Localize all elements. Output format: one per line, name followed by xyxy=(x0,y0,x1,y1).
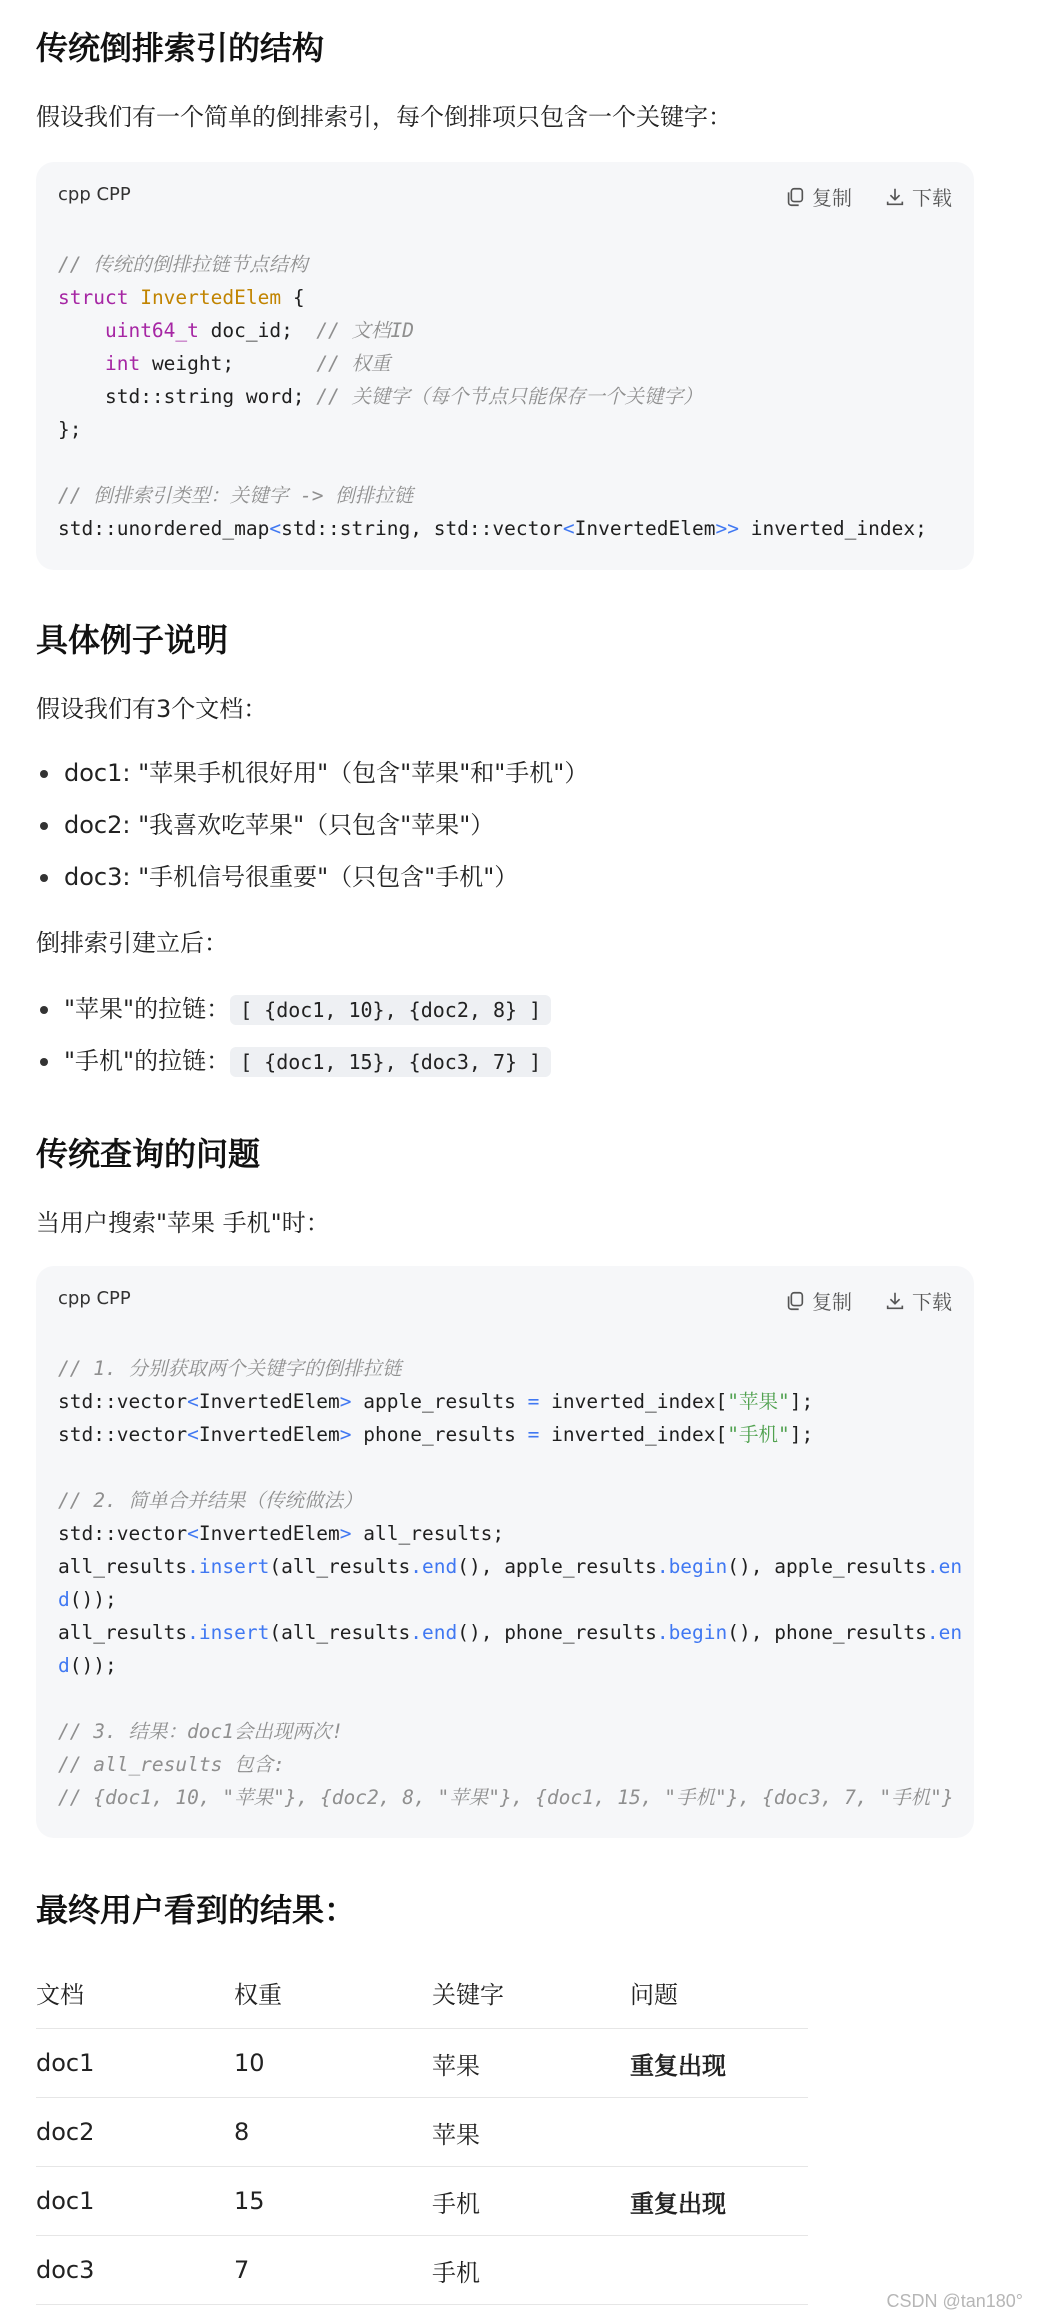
table-cell: doc3 xyxy=(36,2236,234,2305)
section-intro-structure: 假设我们有一个简单的倒排索引，每个倒排项只包含一个关键字： xyxy=(36,103,732,131)
table-cell xyxy=(630,2098,808,2167)
copy-button[interactable] xyxy=(784,1286,852,1315)
download-icon xyxy=(884,1290,906,1312)
download-button[interactable] xyxy=(884,182,952,211)
copy-button[interactable] xyxy=(784,182,852,211)
table-cell: 重复出现 xyxy=(630,2029,808,2098)
chain-list xyxy=(36,992,551,1079)
copy-label: 复制 xyxy=(812,1290,852,1314)
code-actions xyxy=(784,1286,952,1315)
table-row xyxy=(36,2029,808,2098)
code-block-structure xyxy=(36,162,974,570)
inline-code: [ {doc1, 15}, {doc3, 7} ] xyxy=(230,1047,551,1077)
section-title-structure: 传统倒排索引的结构 xyxy=(36,29,325,67)
table-cell: 8 xyxy=(234,2098,432,2167)
table-cell xyxy=(630,2236,808,2305)
table-row xyxy=(36,2167,808,2236)
table-header-cell: 关键字 xyxy=(432,1956,630,2029)
table-row xyxy=(36,2098,808,2167)
table-cell: 10 xyxy=(234,2029,432,2098)
download-label: 下载 xyxy=(912,186,952,210)
watermark: CSDN @tan180° xyxy=(886,2291,1023,2311)
section-title-problem: 传统查询的问题 xyxy=(36,1135,261,1173)
table-header-row xyxy=(36,1956,808,2029)
table-cell: 手机 xyxy=(432,2167,630,2236)
table-header-cell: 问题 xyxy=(630,1956,808,2029)
doc-list xyxy=(36,756,588,894)
section-intro-problem: 当用户搜索"苹果 手机"时： xyxy=(36,1209,330,1237)
code-block-query xyxy=(36,1266,974,1838)
copy-icon xyxy=(784,1290,806,1312)
section-title-example: 具体例子说明 xyxy=(36,621,229,659)
index-built-text: 倒排索引建立后： xyxy=(36,929,228,957)
table-cell: doc1 xyxy=(36,2167,234,2236)
table-row xyxy=(36,2236,808,2305)
list-item: "苹果"的拉链： [ {doc1, 10}, {doc2, 8} ] xyxy=(36,992,551,1027)
copy-icon xyxy=(784,186,806,208)
table-cell: 重复出现 xyxy=(630,2167,808,2236)
list-item: "手机"的拉链： [ {doc1, 15}, {doc3, 7} ] xyxy=(36,1044,551,1079)
table-cell: 15 xyxy=(234,2167,432,2236)
code-language-label: cpp CPP xyxy=(58,1288,131,1309)
section-intro-example: 假设我们有3个文档： xyxy=(36,695,268,723)
table-cell: 7 xyxy=(234,2236,432,2305)
table-cell: 苹果 xyxy=(432,2098,630,2167)
code-block-header xyxy=(58,178,952,208)
copy-label: 复制 xyxy=(812,186,852,210)
results-table xyxy=(36,1956,808,2305)
inline-code: [ {doc1, 10}, {doc2, 8} ] xyxy=(230,995,551,1025)
list-item: doc1: "苹果手机很好用"（包含"苹果"和"手机"） xyxy=(36,756,588,790)
table-cell: doc1 xyxy=(36,2029,234,2098)
section-title-results: 最终用户看到的结果： xyxy=(36,1891,357,1929)
code-content-structure: // 传统的倒排拉链节点结构 struct InvertedElem { uint64_t doc_id; // 文档ID int weight; // 权重 std::string word; // 关键字（每个节点只能保存一个关键字） }; // 倒排索引类型：关键字 -> 倒排拉链 std::unordered_map<std::string, std::vector<InvertedElem>> inverted_index; xyxy=(58,253,927,540)
code-content-query: // 1. 分别获取两个关键字的倒排拉链 std::vector<InvertedElem> apple_results = inverted_index["苹果"]; std::vector<InvertedElem> phone_results = inverted_index["手机"]; // 2. 简单合并结果（传统做法） std::vector<InvertedElem> all_results; all_results.insert(all_results.end(), apple_results.begin(), apple_results.en d()); all_results.insert(all_results.end(), phone_results.begin(), phone_results.en d()); // 3. 结果：doc1会出现两次! // all_results 包含: // {doc1, 10, "苹果"}, {doc2, 8, "苹果"}, {doc1, 15, "手机"}, {doc3, 7, "手机"} xyxy=(58,1357,963,1809)
download-button[interactable] xyxy=(884,1286,952,1315)
code-actions xyxy=(784,182,952,211)
table-header-cell: 文档 xyxy=(36,1956,234,2029)
list-item: doc2: "我喜欢吃苹果"（只包含"苹果"） xyxy=(36,808,588,842)
download-label: 下载 xyxy=(912,1290,952,1314)
download-icon xyxy=(884,186,906,208)
list-item: doc3: "手机信号很重要"（只包含"手机"） xyxy=(36,860,588,894)
code-block-header xyxy=(58,1282,952,1312)
table-header-cell: 权重 xyxy=(234,1956,432,2029)
table-cell: 苹果 xyxy=(432,2029,630,2098)
table-cell: 手机 xyxy=(432,2236,630,2305)
table-cell: doc2 xyxy=(36,2098,234,2167)
code-language-label: cpp CPP xyxy=(58,184,131,205)
